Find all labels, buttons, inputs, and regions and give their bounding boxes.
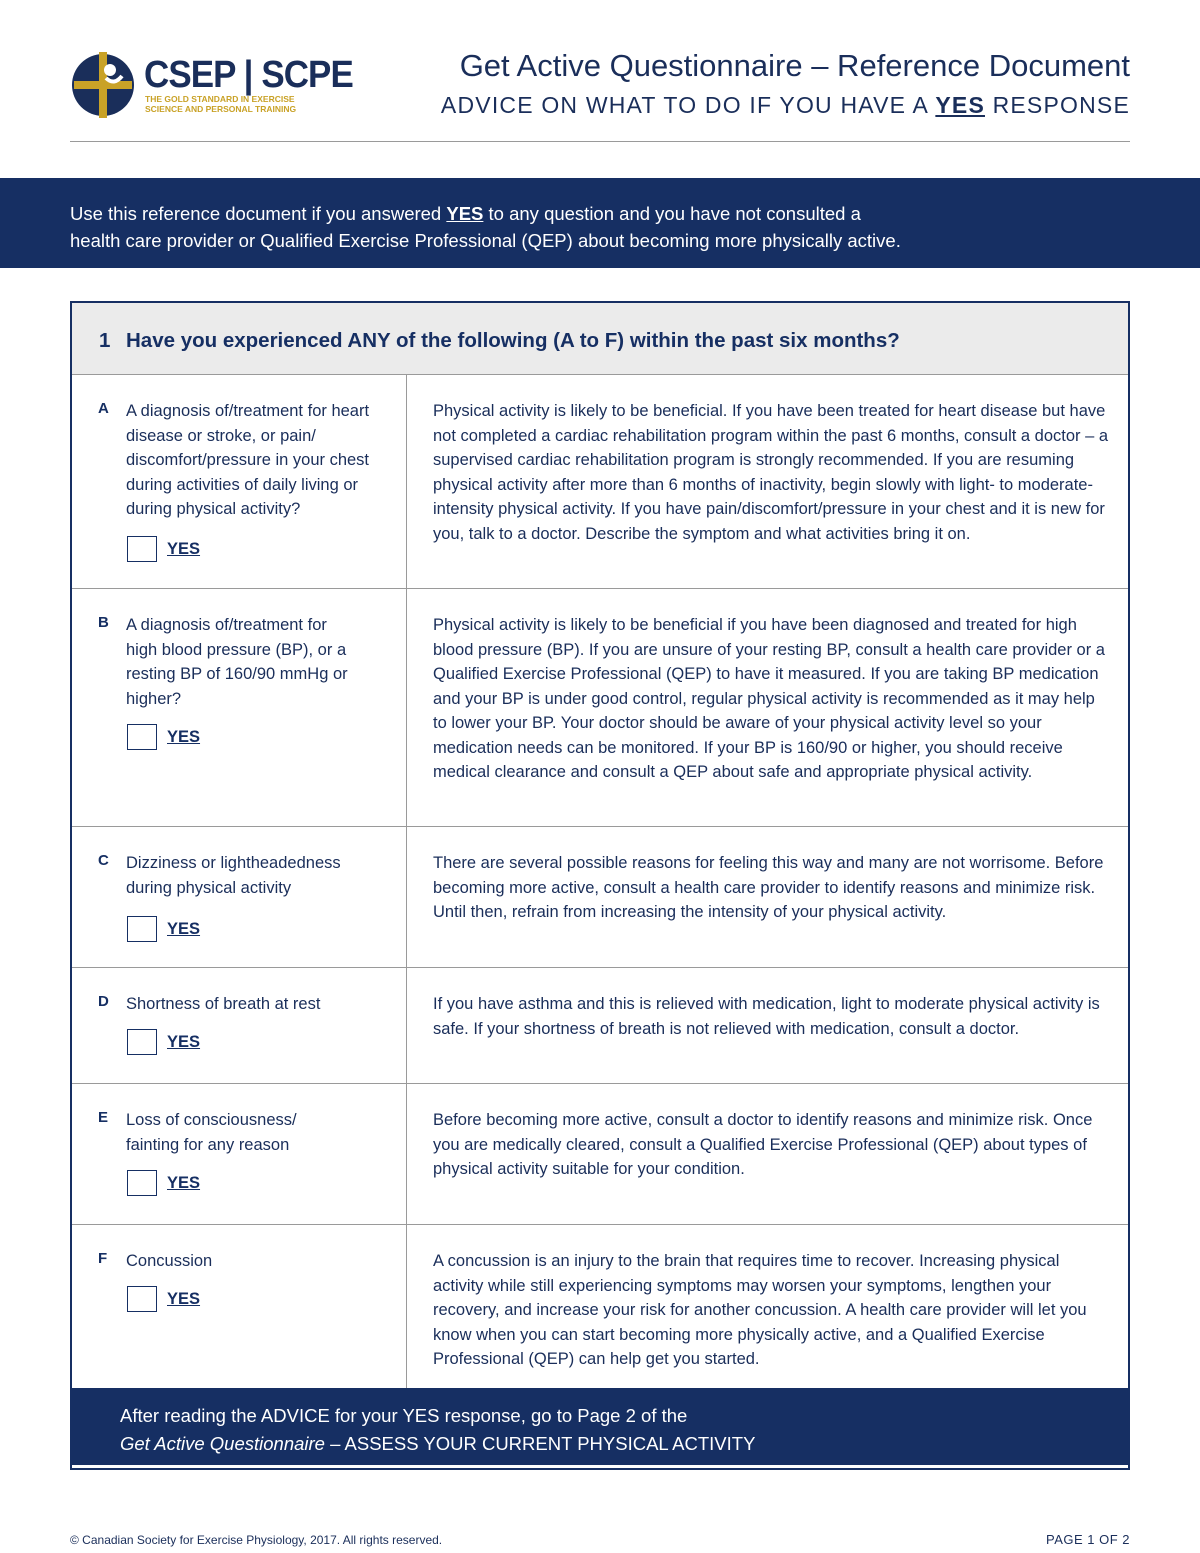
item-label: A diagnosis of/treatment for high blood pressure (BP), or a resting BP of 160/90 mmHg or higher? (126, 616, 348, 708)
document-subtitle: ADVICE ON WHAT TO DO IF YOU HAVE A YES RESPONSE (440, 92, 1130, 118)
next-step-line-2: Get Active Questionnaire – ASSESS YOUR CURRENT PHYSICAL ACTIVITY (120, 1433, 756, 1454)
yes-checkbox-e[interactable] (127, 1170, 157, 1196)
item-letter: B (98, 614, 109, 631)
item-label: Dizziness or lightheadedness during physical activity (126, 854, 341, 897)
yes-checkbox-c[interactable] (127, 916, 157, 942)
yes-label: YES (167, 1174, 201, 1192)
yes-checkbox-b[interactable] (127, 724, 157, 750)
yes-checkbox-f[interactable] (127, 1286, 157, 1312)
question-number: 1 (99, 329, 111, 352)
intro-line-2: health care provider or Qualified Exercise Professional (QEP) about becoming more physically active. (70, 230, 901, 251)
item-letter: C (98, 852, 109, 869)
logo-wordmark: CSEP | SCPE (144, 54, 353, 96)
advice-text-b: Physical activity is likely to be beneficial if you have been diagnosed and treated for high blood pressure (BP). If you are unsure of your resting BP, consult a health care provider or a Qualified Exercise Professional (QEP) to have it measured. If you are taking BP medication and your BP is under good control, regular physical activity is recommended as it may help to lower your BP. Your doctor should be aware of your physical activity level so your medication needs can be monitored. If your BP is 160/90 or higher, you should receive medical clearance and consult a QEP about safe and appropriate physical activity. (433, 616, 1105, 781)
advice-text-c: There are several possible reasons for feeling this way and many are not worrisome. Before becoming more active, consult a health care provider to identify reasons and minimize risk. Until then, refrain from increasing the intensity of your physical activity. (433, 854, 1104, 921)
question-row-f (72, 1225, 1128, 1391)
item-letter: F (98, 1250, 108, 1267)
question-row-d (72, 968, 1128, 1084)
document-title: Get Active Questionnaire – Reference Document (459, 48, 1130, 83)
next-step-box (70, 1388, 1130, 1465)
question-header (72, 303, 1128, 375)
advice-text-e: Before becoming more active, consult a doctor to identify reasons and minimize risk. Once you are medically cleared, consult a Qualified Exercise Professional (QEP) about types of physical activity suitable for your condition. (433, 1111, 1093, 1178)
copyright-notice: © Canadian Society for Exercise Physiology, 2017. All rights reserved. (70, 1533, 443, 1547)
csep-logo (70, 46, 353, 124)
yes-checkbox-a[interactable] (127, 536, 157, 562)
item-label: A diagnosis of/treatment for heart disease or stroke, or pain/ discomfort/pressure in your chest during activities of daily living or during physical activity? (126, 402, 370, 518)
item-label: Loss of consciousness/ fainting for any reason (126, 1111, 297, 1154)
page-header (70, 46, 1130, 142)
question-row-b (72, 589, 1128, 827)
item-letter: D (98, 993, 109, 1010)
yes-checkbox-d[interactable] (127, 1029, 157, 1055)
advice-text-f: A concussion is an injury to the brain that requires time to recover. Increasing physical activity while still experiencing symptoms may worsen your symptoms, lengthen your recovery, and increase your risk for another concussion. A health care provider will let you know when you can start becoming more physically active, and a Qualified Exercise Professional (QEP) can help get you started. (433, 1252, 1087, 1368)
yes-label: YES (167, 728, 201, 746)
logo-tagline: THE GOLD STANDARD IN EXERCISE SCIENCE AND PERSONAL TRAINING (145, 94, 297, 114)
intro-banner (0, 178, 1200, 268)
item-letter: E (98, 1109, 109, 1126)
question-table (70, 301, 1130, 1470)
advice-text-d: If you have asthma and this is relieved with medication, light to moderate physical activity is safe. If your shortness of breath is not relieved with medication, consult a doctor. (433, 995, 1100, 1038)
yes-label: YES (167, 540, 201, 558)
next-step-line-1: After reading the ADVICE for your YES response, go to Page 2 of the (120, 1405, 688, 1426)
item-label: Shortness of breath at rest (126, 995, 321, 1013)
question-text: Have you experienced ANY of the following (A to F) within the past six months? (126, 329, 900, 352)
csep-emblem-icon (70, 46, 140, 124)
question-row-c (72, 827, 1128, 968)
item-label: Concussion (126, 1252, 213, 1270)
page-number: PAGE 1 OF 2 (1045, 1532, 1130, 1547)
yes-label: YES (167, 1033, 201, 1051)
question-row-e (72, 1084, 1128, 1225)
yes-label: YES (167, 920, 201, 938)
question-row-a (72, 375, 1128, 589)
advice-text-a: Physical activity is likely to be beneficial. If you have been treated for heart disease but have not completed a cardiac rehabilitation program within the past 6 months, consult a doctor – a supervised cardiac rehabilitation program is strongly recommended. If you are resuming physical activity after more than 6 months of inactivity, begin slowly with light- to moderate-intensity physical activity. If you have pain/discomfort/pressure in your chest and it is new for you, talk to a doctor. Describe the symptom and what activities bring it on. (433, 402, 1109, 543)
yes-label: YES (167, 1290, 201, 1308)
intro-line-1: Use this reference document if you answered YES to any question and you have not consulted a (70, 203, 861, 224)
item-letter: A (98, 400, 109, 417)
